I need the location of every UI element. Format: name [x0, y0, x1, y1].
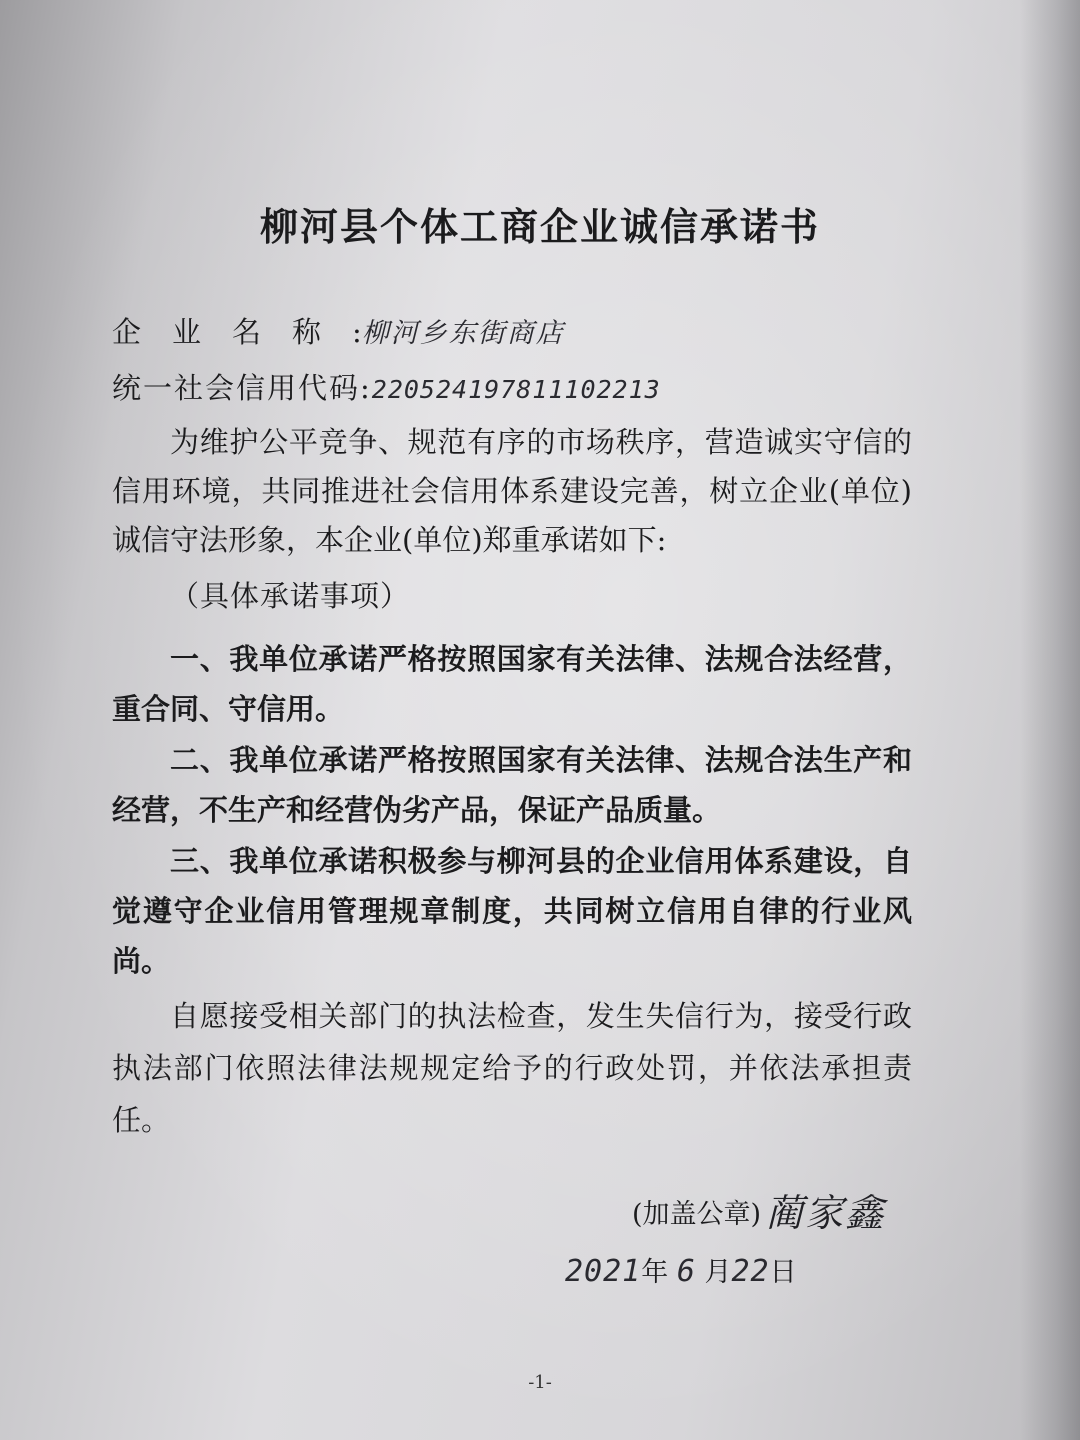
commitment-item-2: 二、我单位承诺严格按照国家有关法律、法规合法生产和经营，不生产和经营伪劣产品，保证产品质量。 — [112, 743, 912, 827]
company-name-value: 柳河乡东街商店 — [361, 318, 565, 349]
signature: 蔺家鑫 — [765, 1191, 886, 1235]
date-year-unit: 年 — [641, 1257, 669, 1288]
seal-label: (加盖公章) — [632, 1199, 762, 1230]
intro-paragraph: 为维护公平竞争、规范有序的市场秩序，营造诚实守信的信用环境，共同推进社会信用体系建设完善，树立企业(单位)诚信守法形象，本企业(单位)郑重承诺如下: — [112, 425, 912, 557]
date-year: 2021 — [565, 1254, 642, 1289]
company-name-label: 企业名称 — [112, 315, 353, 349]
date-day: 22 — [731, 1254, 770, 1289]
company-name-colon: : — [352, 315, 362, 349]
commitment-item-3: 三、我单位承诺积极参与柳河县的企业信用体系建设，自觉遵守企业信用管理规章制度，共同树立信用自律的行业风尚。 — [112, 844, 912, 978]
credit-code-field — [112, 366, 661, 407]
document-title: 柳河县个体工商企业诚信承诺书 — [259, 204, 820, 249]
company-name-field — [112, 310, 565, 351]
seal-line — [632, 1182, 885, 1237]
credit-code-value: 220524197811102213 — [371, 375, 661, 404]
date-month-unit: 月 — [704, 1257, 732, 1288]
closing-paragraph: 自愿接受相关部门的执法检查，发生失信行为，接受行政执法部门依照法律法规规定给予的行政处罚，并依法承担责任。 — [112, 999, 912, 1137]
commitment-subheading: （具体承诺事项） — [170, 579, 411, 613]
signing-date — [565, 1250, 797, 1289]
credit-code-label: 统一社会信用代码: — [112, 371, 372, 405]
date-day-unit: 日 — [769, 1257, 797, 1288]
commitment-item-1: 一、我单位承诺严格按照国家有关法律、法规合法经营，重合同、守信用。 — [112, 642, 912, 726]
date-month: 6 — [676, 1254, 696, 1289]
page-number: -1- — [528, 1372, 552, 1393]
